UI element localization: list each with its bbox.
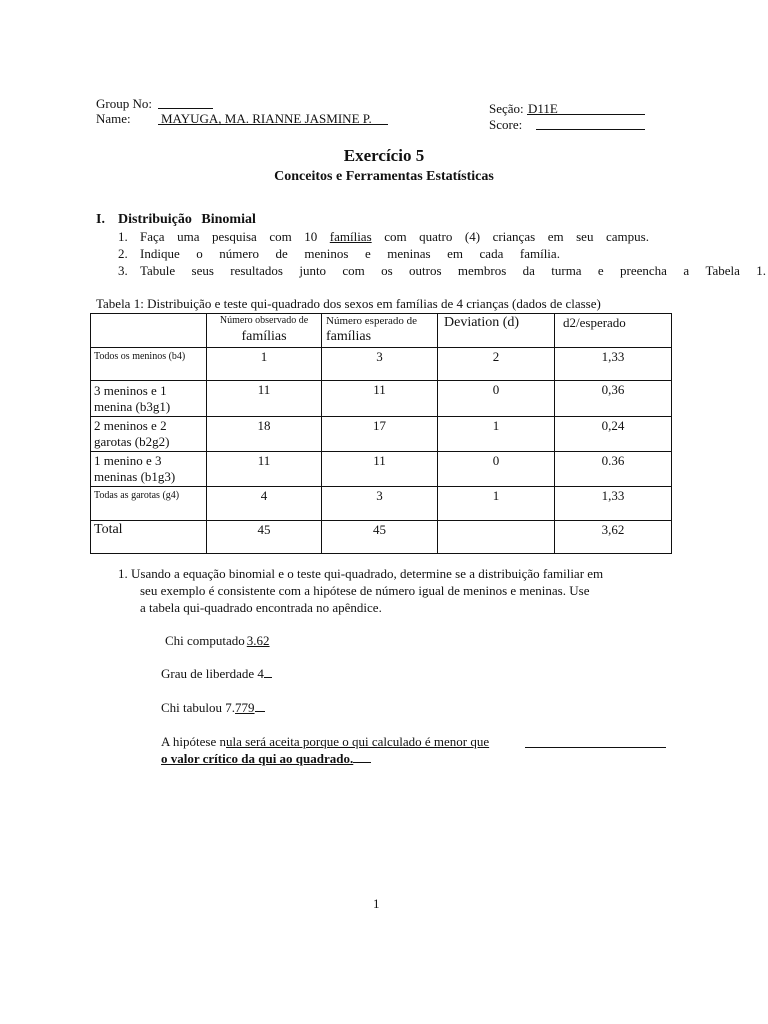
dof-value: 4 [257,666,264,681]
word: 10 [304,229,318,244]
row-deviation: 1 [438,417,555,452]
table-row [91,452,672,487]
word: 1. [756,263,766,278]
chi-tab-blank [255,700,265,712]
hypothesis-line-2 [161,751,371,767]
list-item-1-text [140,229,649,245]
chi-computed-label: Chi computado [165,633,245,648]
secao-label: Seção: [489,101,524,116]
row-deviation: 0 [438,452,555,487]
table-row [91,348,672,381]
word: Tabela [705,263,740,278]
page-title: Exercício 5 [343,146,425,165]
table-row [91,487,672,521]
chi-computed-value: 3.62 [246,633,270,648]
dof-label: Grau de liberdade [161,666,255,681]
word: em [547,229,564,244]
word: o [196,246,203,261]
word: Faça [140,229,165,244]
row-deviation: 2 [438,348,555,381]
table-row [91,417,672,452]
row-d2: 1,33 [555,487,672,521]
row-label: Todas as garotas (g4) [91,487,207,521]
name-label: Name: [96,111,131,126]
row-d2: 0,24 [555,417,672,452]
table-total-row [91,521,672,554]
word: cada [479,246,504,261]
row-observed: 11 [207,452,322,487]
total-deviation [438,521,555,554]
word: outros [409,263,442,278]
secao-value: D11E [528,101,558,116]
list-item-3-text [140,263,766,279]
word: membros [457,263,507,278]
word: junto [299,263,327,278]
word: e [364,246,371,261]
word: meninos [304,246,349,261]
group-label: Group No: [96,96,152,111]
word: seu [576,229,594,244]
word: da [522,263,535,278]
hyp-line2-text: o valor crítico da qui ao quadrado. [161,751,354,766]
word: número [219,246,259,261]
header-expected-bottom: famílias [326,329,372,344]
table-header-row [91,314,672,348]
word: em [447,246,463,261]
group-underline [158,108,213,109]
hyp-part-b: ula será aceita porque o qui calculado é menor que [226,734,490,749]
row-expected: 11 [322,381,438,417]
word: preencha [620,263,667,278]
word: com [384,229,407,244]
header-observed-bottom: famílias [241,329,287,344]
dof-blank [264,666,272,678]
total-observed: 45 [207,521,322,554]
name-value: MAYUGA, MA. RIANNE JASMINE P. [161,111,372,126]
header-observed [207,314,322,348]
chi-computed [165,633,270,649]
row-expected: 3 [322,487,438,521]
header-empty-cell [91,314,207,348]
word: (4) [464,229,481,244]
header-deviation: Deviation (d) [438,314,555,348]
header-observed-top: Número observado de [219,315,309,326]
score-underline [536,129,645,130]
row-label: Todos os meninos (b4) [91,348,207,381]
word: campus. [605,229,649,244]
name-underline [158,124,388,125]
hyp-line2-blank [353,751,371,763]
results-table [90,313,672,554]
page-number: 1 [373,896,380,911]
word: turma [551,263,582,278]
word: Indique [140,246,180,261]
list-item-1-number: 1. [118,229,128,244]
score-label: Score: [489,117,523,132]
list-item-2-number: 2. [118,246,128,261]
section-title: Distribuição Binomial [118,212,256,227]
word: os [381,263,393,278]
word: uma [177,229,200,244]
total-d2: 3,62 [555,521,672,554]
row-d2: 1,33 [555,348,672,381]
page-subtitle: Conceitos e Ferramentas Estatísticas [274,169,494,184]
word: com [342,263,365,278]
row-observed: 11 [207,381,322,417]
chi-tab-label: Chi tabulou 7. [161,700,236,715]
word: pesquisa [212,229,257,244]
row-observed: 1 [207,348,322,381]
list-item-2-text [140,246,560,262]
degrees-of-freedom [161,666,272,682]
word: resultados [230,263,283,278]
row-label: 3 meninos e 1 menina (b3g1) [91,381,207,417]
word: meninas [387,246,431,261]
row-expected: 3 [322,348,438,381]
word-underlined: famílias [329,229,372,244]
row-d2: 0.36 [555,452,672,487]
row-expected: 17 [322,417,438,452]
row-observed: 18 [207,417,322,452]
section-number: I. [96,212,105,227]
hypothesis-line-1 [161,734,489,750]
row-deviation: 1 [438,487,555,521]
secao-underline [527,114,645,115]
question-line-3: a tabela qui-quadrado encontrada no apêndice. [140,600,382,615]
row-observed: 4 [207,487,322,521]
word: de [275,246,288,261]
word: família. [519,246,560,261]
row-label: 1 menino e 3 meninas (b1g3) [91,452,207,487]
word: com [269,229,292,244]
row-deviation: 0 [438,381,555,417]
chi-tab-value: 779 [235,700,255,715]
question-line-1: 1. Usando a equação binomial e o teste qui-quadrado, determine se a distribuição familiar em [118,566,604,581]
chi-tabulated [161,700,265,716]
word: seus [191,263,214,278]
word: Tabule [140,263,176,278]
word: crianças [492,229,536,244]
header-d2: d2/esperado [555,314,672,348]
hypothesis-blank-line [525,747,666,748]
hyp-part-a: A hipótese n [161,734,226,749]
question-line-2: seu exemplo é consistente com a hipótese de número igual de meninos e meninas. Use [140,583,590,598]
header-expected-top: Número esperado de [326,315,418,327]
row-label: 2 meninos e 2 garotas (b2g2) [91,417,207,452]
table-caption: Tabela 1: Distribuição e teste qui-quadrado dos sexos em famílias de 4 crianças (dados de classe) [96,296,601,311]
row-d2: 0,36 [555,381,672,417]
total-label: Total [91,521,207,554]
word: a [683,263,690,278]
word: e [597,263,604,278]
word: quatro [419,229,453,244]
total-expected: 45 [322,521,438,554]
list-item-3-number: 3. [118,263,128,278]
row-expected: 11 [322,452,438,487]
table-row [91,381,672,417]
header-expected [322,314,438,348]
